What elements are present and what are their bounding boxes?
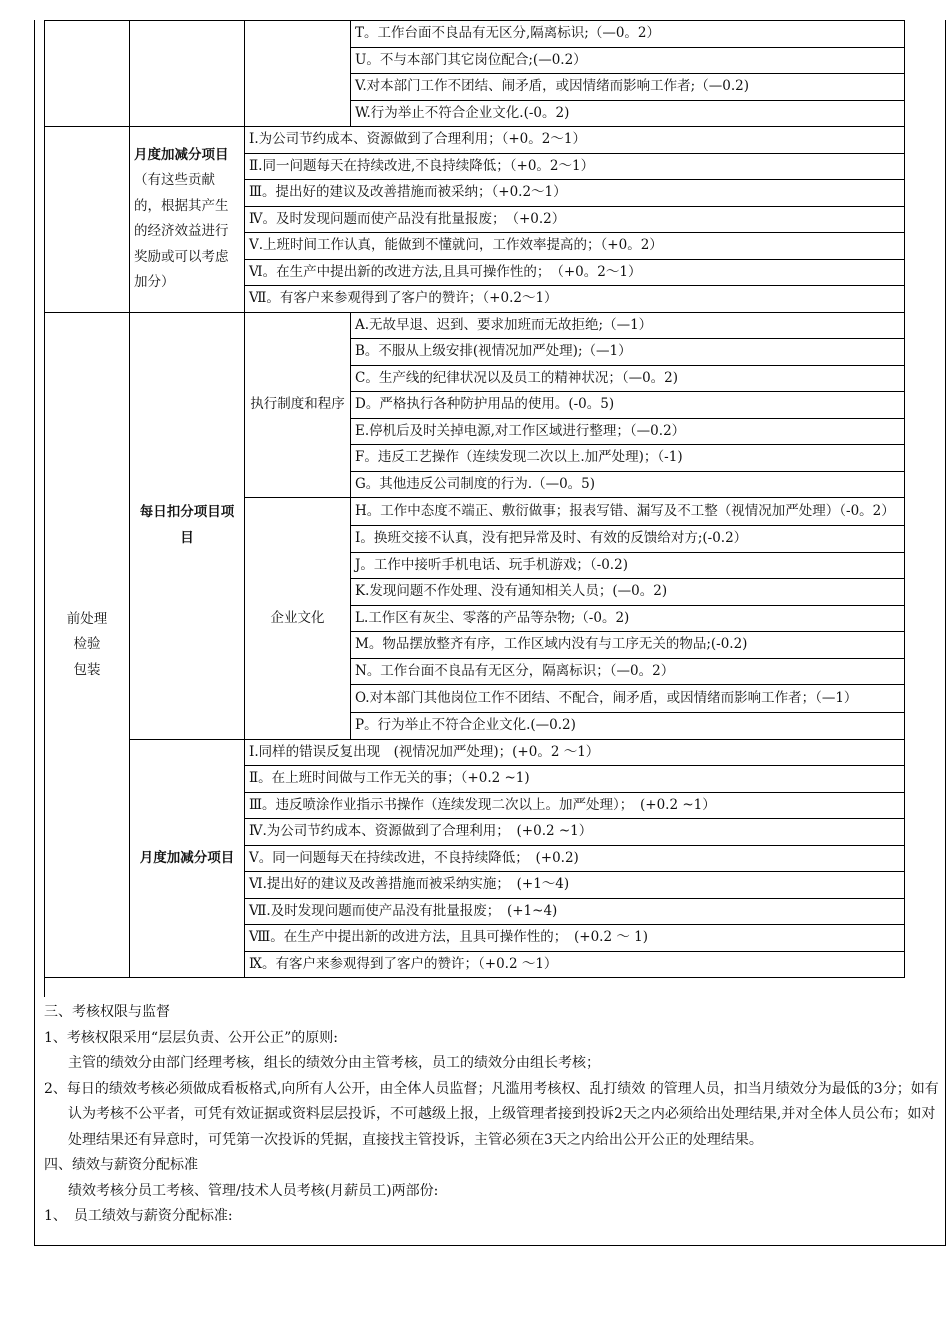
rule-item: G。其他违反公司制度的行为.（—0。5) bbox=[351, 471, 905, 498]
rule-item: B。不服从上级安排(视情况加严处理);（—1） bbox=[351, 339, 905, 366]
monthly-adjust-title: 月度加减分项目 bbox=[134, 146, 229, 163]
rule-item: F。违反工艺操作（连续发现二次以上.加严处理)；（-1) bbox=[351, 445, 905, 472]
rule-item: P。行为举止不符合企业文化.(—0.2) bbox=[351, 713, 905, 740]
subcategory-cell-continued bbox=[245, 21, 351, 127]
rule-item: I。换班交接不认真，没有把异常及时、有效的反馈给对方;(-0.2） bbox=[351, 526, 905, 553]
rule-item: O.对本部门其他岗位工作不团结、不配合，闹矛盾，或因情绪而影响工作者；（—1） bbox=[351, 685, 905, 713]
subcategory-rules: 执行制度和程序 bbox=[245, 312, 351, 498]
rule-item: Ⅳ.为公司节约成本、资源做到了合理利用； (+0.2 ~1） bbox=[245, 819, 905, 846]
section-3-title: 三、考核权限与监督 bbox=[44, 1004, 170, 1020]
rule-item: Ⅶ。有客户来参观得到了客户的赞许；（+0.2～1） bbox=[245, 286, 905, 313]
section-3-item-1: 1、考核权限采用“层层负责、公开公正”的原则: bbox=[44, 1029, 338, 1046]
rule-item: Ⅲ。违反喷涂作业指示书操作（连续发现二次以上。加严处理）； (+0.2 ~1） bbox=[245, 792, 905, 819]
rule-item: Ⅰ.同样的错误反复出现 (视情况加严处理)；(+0。2 ～1） bbox=[245, 739, 905, 766]
rule-item: U。不与本部门其它岗位配合;(—0.2） bbox=[351, 47, 905, 74]
monthly-adjust-label-2: 月度加减分项目 bbox=[130, 739, 245, 978]
rule-item: H。工作中态度不端正、敷衍做事；报表写错、漏写及不工整（视情况加严处理）（-0。2） bbox=[351, 498, 905, 526]
table-row bbox=[45, 127, 905, 154]
rule-item: C。生产线的纪律状况以及员工的精神状况；（—0。2) bbox=[351, 365, 905, 392]
section-4-title: 四、绩效与薪资分配标准 bbox=[44, 1157, 198, 1173]
policy-text bbox=[44, 1000, 944, 1230]
rule-item: Ⅴ。同一问题每天在持续改进，不良持续降低； (+0.2) bbox=[245, 845, 905, 872]
rule-item: Ⅰ.为公司节约成本、资源做到了合理利用；（+0。2～1） bbox=[245, 127, 905, 154]
section-3-item-1-detail: 主管的绩效分由部门经理考核，组长的绩效分由主管考核，员工的绩效分由组长考核； bbox=[68, 1055, 600, 1071]
rule-item: Ⅷ。在生产中提出新的改进方法，且具可操作性的； (+0.2 ～ 1) bbox=[245, 925, 905, 952]
assessment-table bbox=[44, 20, 905, 978]
rule-item: K.发现问题不作处理、没有通知相关人员；(—0。2) bbox=[351, 579, 905, 606]
monthly-adjust-label bbox=[130, 127, 245, 313]
section-3-item-2: 2、每日的绩效考核必须做成看板格式,向所有人公开，由全体人员监督；凡滥用考核权、乱打绩效 的管理人员，扣当月绩效分为最低的3分；如有认为考核不公平者，可凭有效证据或资料层层投诉，不可越级上报，上级管理者接到投诉2天之内必须给出处理结果,并对全体人员公布；如对处理结果还有异意时，可凭第一次投诉的凭据，直接找主管投诉，主管必须在3天之内给出公开公正的处理结果。 bbox=[44, 1080, 939, 1148]
department-name-3: 包装 bbox=[73, 661, 101, 678]
section-4-intro: 绩效考核分员工考核、管理/技术人员考核(月薪员工)两部份: bbox=[68, 1182, 439, 1199]
rule-item: V.对本部门工作不团结、闹矛盾，或因情绪而影响工作者;（—0.2) bbox=[351, 74, 905, 101]
department-cell bbox=[45, 312, 130, 978]
rule-item: Ⅸ。有客户来参观得到了客户的赞许；（+0.2 ～1） bbox=[245, 951, 905, 978]
rule-item: N。工作台面不良品有无区分，隔离标识；（—0。2） bbox=[351, 658, 905, 685]
rule-item: T。工作台面不良品有无区分,隔离标识;（—0。2） bbox=[351, 21, 905, 48]
dept-cell-continued bbox=[45, 21, 130, 127]
subcategory-culture: 企业文化 bbox=[245, 498, 351, 740]
category-cell-continued bbox=[130, 21, 245, 127]
department-name-2: 检验 bbox=[73, 636, 101, 652]
rule-item: Ⅱ。在上班时间做与工作无关的事；（+0.2 ~1) bbox=[245, 766, 905, 793]
table-row bbox=[45, 21, 905, 48]
rule-item: D。严格执行各种防护用品的使用。(-0。5) bbox=[351, 392, 905, 419]
section-4-item-1: 1、 员工绩效与薪资分配标准: bbox=[44, 1208, 233, 1224]
rule-item: Ⅶ.及时发现问题而使产品没有批量报废； (+1~4) bbox=[245, 898, 905, 925]
rule-item: Ⅵ.提出好的建议及改善措施而被采纳实施； (+1～4) bbox=[245, 872, 905, 899]
rule-item: J。工作中接听手机电话、玩手机游戏；（-0.2) bbox=[351, 552, 905, 579]
department-name-1: 前处理 bbox=[66, 610, 108, 627]
rule-item: Ⅱ.同一问题每天在持续改进,不良持续降低；（+0。2～1） bbox=[245, 153, 905, 180]
monthly-adjust-note: （有这些贡献的，根据其产生的经济效益进行奖励或可以考虑加分） bbox=[134, 172, 229, 291]
table-row bbox=[45, 312, 905, 339]
rule-item: A.无故早退、迟到、要求加班而无故拒绝;（—1） bbox=[351, 312, 905, 339]
table-row bbox=[45, 739, 905, 766]
rule-item: Ⅴ.上班时间工作认真，能做到不懂就问，工作效率提高的；（+0。2） bbox=[245, 233, 905, 260]
rule-item: Ⅳ。及时发现问题而使产品没有批量报废； （+0.2） bbox=[245, 206, 905, 233]
rule-item: Ⅲ。提出好的建议及改善措施而被采纳；（+0.2～1） bbox=[245, 180, 905, 207]
rule-item: Ⅵ。在生产中提出新的改进方法,且具可操作性的； （+0。2～1） bbox=[245, 259, 905, 286]
rule-item: W.行为举止不符合企业文化.(-0。2) bbox=[351, 100, 905, 127]
rule-item: M。物品摆放整齐有序，工作区域内没有与工序无关的物品;(-0.2) bbox=[351, 632, 905, 659]
rule-item: E.停机后及时关掉电源,对工作区域进行整理；（—0.2） bbox=[351, 418, 905, 445]
daily-deduction-label: 每日扣分项目项目 bbox=[130, 312, 245, 739]
rule-item: L.工作区有灰尘、零落的产品等杂物;（-0。2) bbox=[351, 605, 905, 632]
dept-cell-continued bbox=[45, 127, 130, 313]
